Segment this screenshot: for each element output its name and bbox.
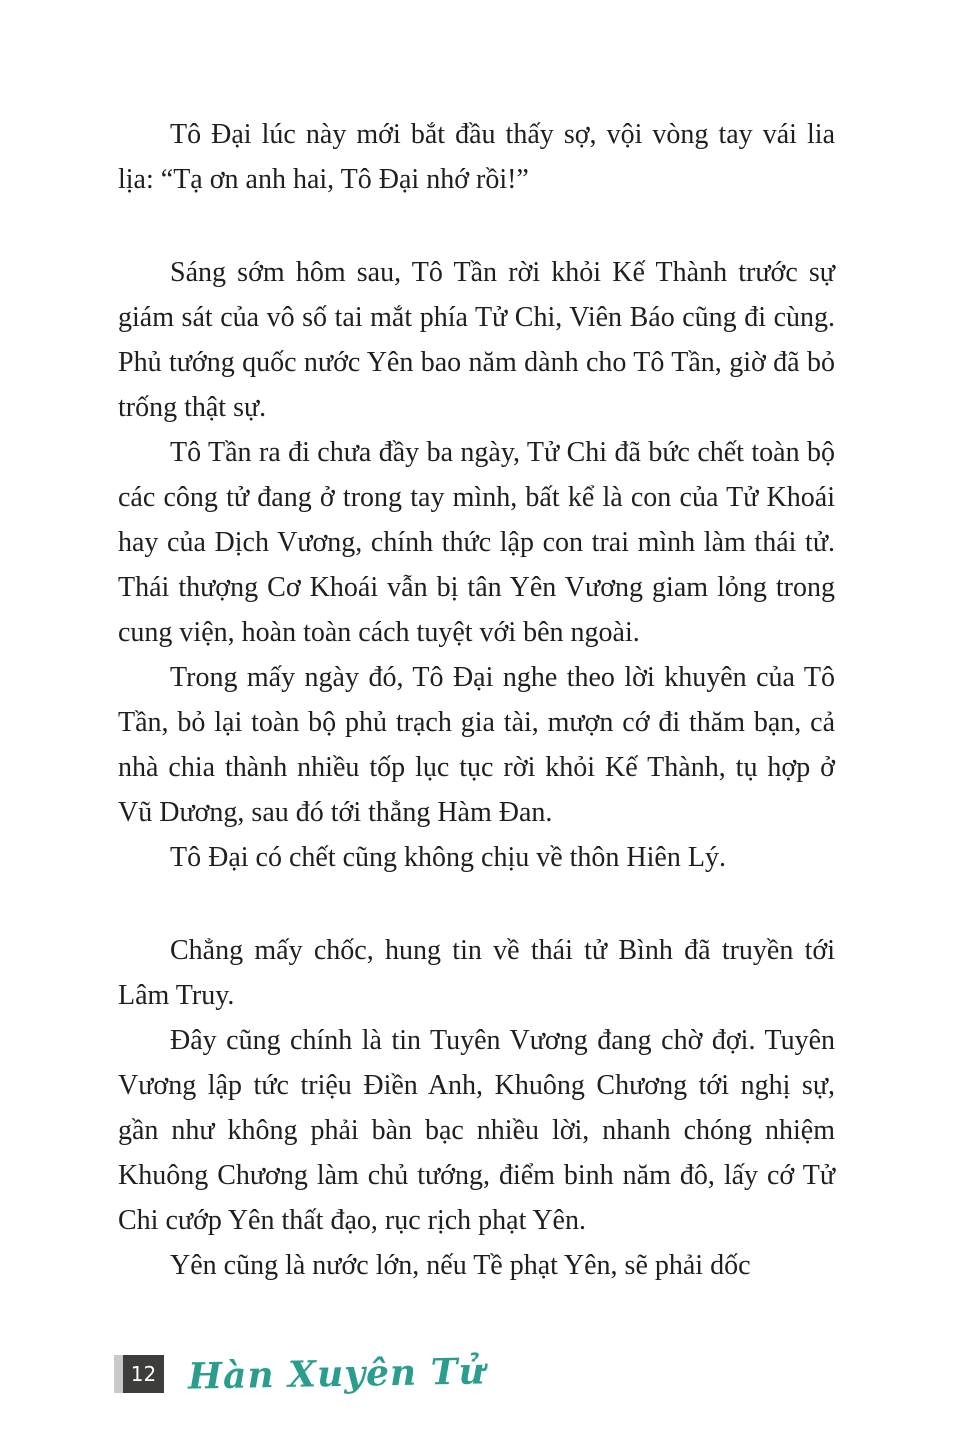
paragraph: Tô Đại lúc này mới bắt đầu thấy sợ, vội vòng tay vái lia lịa: “Tạ ơn anh hai, Tô Đại nhớ rồi!” [118,119,835,195]
author-signature: Hàn Xuyên Tử [187,1350,487,1398]
paragraph: Tô Tần ra đi chưa đầy ba ngày, Tử Chi đã bức chết toàn bộ các công tử đang ở trong tay mình, bất kể là con của Tử Khoái hay của Dịch Vương, chính thức lập con trai mình làm thái tử. Thái thượng Cơ Khoái vẫn bị tân Yên Vương giam lỏng trong cung viện, hoàn toàn cách tuyệt với bên ngoài. [118,437,835,648]
page-number: 12 [123,1355,164,1393]
page-footer [114,1350,487,1398]
paragraph: Tô Đại có chết cũng không chịu về thôn Hiên Lý. [170,842,726,873]
tab-accent-strip [114,1355,123,1393]
paragraph: Sáng sớm hôm sau, Tô Tần rời khỏi Kế Thành trước sự giám sát của vô số tai mắt phía Tử Chi, Viên Báo cũng đi cùng. Phủ tướng quốc nước Yên bao năm dành cho Tô Tần, giờ đã bỏ trống thật sự. [118,257,835,423]
paragraph: Yên cũng là nước lớn, nếu Tề phạt Yên, sẽ phải dốc [170,1250,751,1281]
paragraph: Đây cũng chính là tin Tuyên Vương đang chờ đợi. Tuyên Vương lập tức triệu Điền Anh, Khuông Chương tới nghị sự, gần như không phải bàn bạc nhiều lời, nhanh chóng nhiệm Khuông Chương làm chủ tướng, điểm binh năm đô, lấy cớ Tử Chi cướp Yên thất đạo, rục rịch phạt Yên. [118,1025,835,1236]
page-number-tab [114,1355,164,1393]
paragraph: Chẳng mấy chốc, hung tin về thái tử Bình đã truyền tới Lâm Truy. [118,935,835,1011]
paragraph: Trong mấy ngày đó, Tô Đại nghe theo lời khuyên của Tô Tần, bỏ lại toàn bộ phủ trạch gia tài, mượn cớ đi thăm bạn, cả nhà chia thành nhiều tốp lục tục rời khỏi Kế Thành, tụ hợp ở Vũ Dương, sau đó tới thẳng Hàm Đan. [118,662,835,828]
text-block [118,112,835,1288]
